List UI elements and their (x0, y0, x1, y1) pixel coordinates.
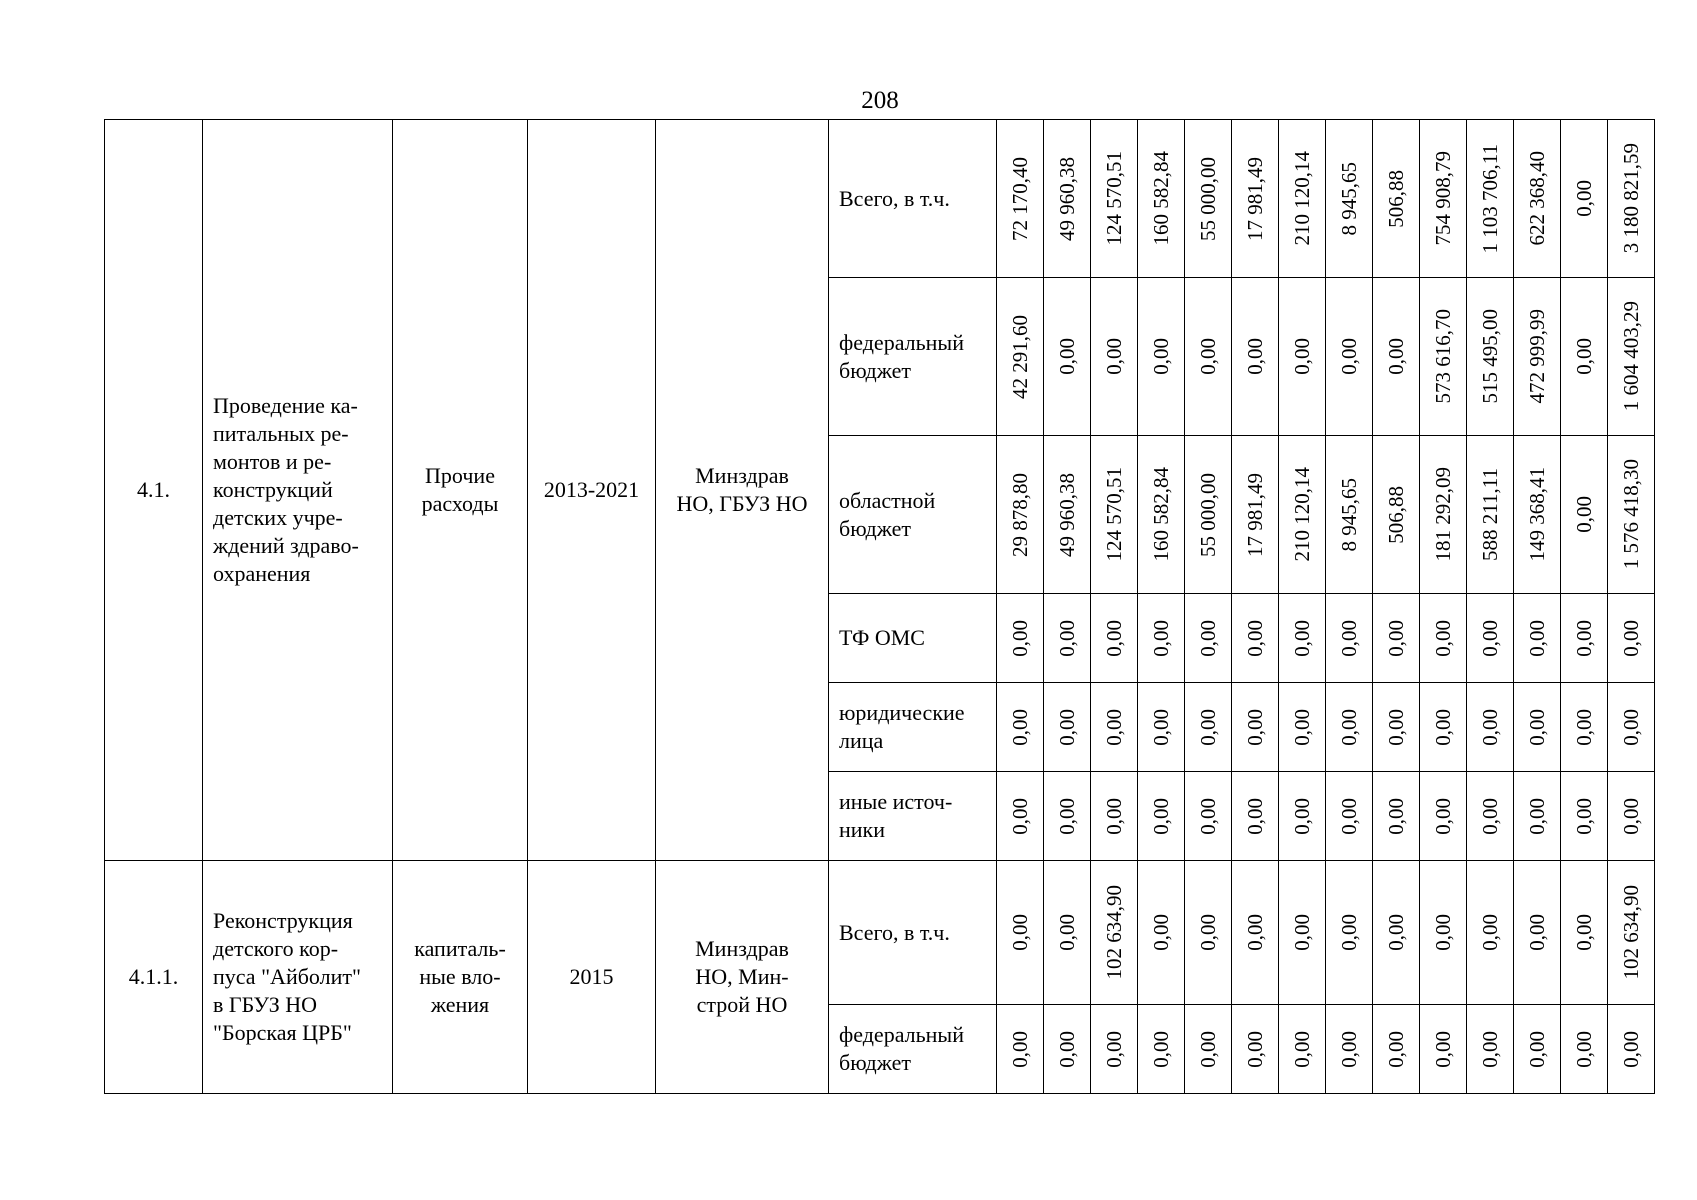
value-cell (997, 861, 1044, 1005)
value-cell (1608, 772, 1655, 861)
value-text: 0,00 (1572, 338, 1596, 375)
value-cell (1185, 436, 1232, 594)
value-cell (1138, 594, 1185, 683)
value-cell (997, 683, 1044, 772)
value-cell (1561, 436, 1608, 594)
value-cell (1326, 120, 1373, 278)
value-text: 0,00 (1149, 708, 1173, 746)
value-text: 0,00 (1619, 1030, 1643, 1068)
value-cell (1467, 861, 1514, 1005)
value-text: 0,00 (1102, 1030, 1126, 1068)
value-text: 0,00 (1337, 797, 1361, 835)
value-text: 17 981,49 (1243, 472, 1267, 557)
value-text: 515 495,00 (1478, 309, 1502, 404)
value-text: 0,00 (1243, 338, 1267, 375)
value-text: 0,00 (1384, 338, 1408, 375)
value-text: 0,00 (1384, 708, 1408, 746)
value-cell (1608, 683, 1655, 772)
value-cell (1373, 683, 1420, 772)
value-text: 49 960,38 (1055, 156, 1079, 241)
value-text: 0,00 (1196, 914, 1220, 951)
value-text: 3 180 821,59 (1619, 143, 1643, 254)
value-text: 0,00 (1337, 338, 1361, 375)
value-text: 0,00 (1384, 914, 1408, 951)
value-cell (1561, 861, 1608, 1005)
value-cell (1138, 683, 1185, 772)
value-text: 124 570,51 (1102, 467, 1126, 562)
value-cell (997, 278, 1044, 436)
funding-source (829, 772, 997, 861)
item-number-text: 4.1. (137, 477, 170, 502)
value-cell (1514, 120, 1561, 278)
value-cell (1561, 772, 1608, 861)
value-text: 0,00 (1572, 180, 1596, 217)
value-text: 472 999,99 (1525, 309, 1549, 404)
value-cell (1091, 120, 1138, 278)
value-text: 29 878,80 (1008, 472, 1032, 557)
value-text: 0,00 (1008, 914, 1032, 951)
value-cell (1467, 120, 1514, 278)
value-text: 8 945,65 (1337, 161, 1361, 236)
value-cell (1420, 120, 1467, 278)
value-text: 0,00 (1290, 797, 1314, 835)
value-cell (1091, 436, 1138, 594)
value-cell (1608, 120, 1655, 278)
value-cell (1373, 594, 1420, 683)
value-text: 0,00 (1572, 914, 1596, 951)
value-text: 1 604 403,29 (1619, 301, 1643, 412)
value-text: 124 570,51 (1102, 151, 1126, 246)
value-text: 0,00 (1478, 797, 1502, 835)
item-number (105, 861, 203, 1094)
item-name-text: Реконструкция детского кор- пуса "Айболит" в ГБУЗ НО "Борская ЦРБ" (213, 908, 361, 1045)
value-text: 160 582,84 (1149, 467, 1173, 562)
expense-type (393, 861, 528, 1094)
value-cell (1232, 683, 1279, 772)
value-text: 0,00 (1525, 797, 1549, 835)
value-cell (1514, 594, 1561, 683)
value-cell (1514, 772, 1561, 861)
value-text: 588 211,11 (1478, 468, 1502, 561)
funding-source-text: федеральный бюджет (839, 1022, 964, 1075)
value-text: 573 616,70 (1431, 309, 1455, 404)
value-cell (1138, 1005, 1185, 1094)
value-cell (1373, 278, 1420, 436)
value-text: 102 634,90 (1102, 885, 1126, 980)
value-text: 72 170,40 (1008, 156, 1032, 241)
value-text: 0,00 (1525, 1030, 1549, 1068)
value-cell (997, 120, 1044, 278)
value-text: 0,00 (1102, 338, 1126, 375)
value-text: 0,00 (1008, 619, 1032, 657)
page-number: 208 (861, 87, 899, 114)
value-cell (1514, 683, 1561, 772)
value-text: 0,00 (1243, 797, 1267, 835)
value-cell (1467, 278, 1514, 436)
funding-source (829, 436, 997, 594)
value-cell (1420, 436, 1467, 594)
value-text: 17 981,49 (1243, 156, 1267, 241)
value-cell (1373, 861, 1420, 1005)
value-cell (1467, 772, 1514, 861)
value-cell (1608, 594, 1655, 683)
value-text: 506,88 (1384, 485, 1408, 544)
value-text: 0,00 (1055, 708, 1079, 746)
value-cell (1514, 436, 1561, 594)
value-text: 160 582,84 (1149, 151, 1173, 246)
value-text: 0,00 (1102, 708, 1126, 746)
value-text: 0,00 (1243, 1030, 1267, 1068)
funding-source-text: Всего, в т.ч. (839, 185, 950, 211)
value-cell (1514, 861, 1561, 1005)
value-cell (1326, 1005, 1373, 1094)
value-cell (1561, 683, 1608, 772)
value-text: 0,00 (1055, 619, 1079, 657)
value-cell (997, 594, 1044, 683)
value-cell (1514, 278, 1561, 436)
value-cell (1185, 594, 1232, 683)
value-cell (997, 772, 1044, 861)
item-number (105, 120, 203, 861)
table-row (105, 861, 1655, 1005)
value-text: 149 368,41 (1525, 467, 1549, 562)
value-text: 622 368,40 (1525, 151, 1549, 246)
value-cell (1326, 594, 1373, 683)
expense-type-text: Прочие расходы (421, 463, 499, 516)
value-cell (1373, 120, 1420, 278)
value-text: 0,00 (1478, 914, 1502, 951)
value-cell (1608, 1005, 1655, 1094)
value-text: 0,00 (1102, 797, 1126, 835)
value-cell (1138, 436, 1185, 594)
value-cell (1326, 436, 1373, 594)
period (528, 120, 656, 861)
funding-source-text: Всего, в т.ч. (839, 919, 950, 945)
value-text: 0,00 (1384, 619, 1408, 657)
value-text: 0,00 (1337, 708, 1361, 746)
value-text: 0,00 (1572, 708, 1596, 746)
value-text: 210 120,14 (1290, 467, 1314, 562)
value-text: 0,00 (1290, 708, 1314, 746)
funding-source (829, 594, 997, 683)
value-text: 1 576 418,30 (1619, 459, 1643, 570)
value-text: 0,00 (1290, 619, 1314, 657)
value-cell (1232, 278, 1279, 436)
value-cell (1279, 278, 1326, 436)
value-cell (1138, 861, 1185, 1005)
value-cell (1232, 772, 1279, 861)
value-cell (1044, 594, 1091, 683)
value-cell (1091, 683, 1138, 772)
value-cell (1044, 683, 1091, 772)
value-text: 0,00 (1525, 914, 1549, 951)
expense-type (393, 120, 528, 861)
value-text: 0,00 (1384, 797, 1408, 835)
value-text: 0,00 (1055, 914, 1079, 951)
value-cell (1044, 1005, 1091, 1094)
value-text: 0,00 (1572, 619, 1596, 657)
value-text: 0,00 (1337, 1030, 1361, 1068)
value-cell (1091, 594, 1138, 683)
value-text: 0,00 (1290, 1030, 1314, 1068)
value-cell (1185, 772, 1232, 861)
funding-source (829, 683, 997, 772)
value-cell (1185, 683, 1232, 772)
value-cell (1044, 278, 1091, 436)
funding-source-text: иные источ- ники (839, 789, 953, 842)
value-cell (1279, 683, 1326, 772)
value-cell (1138, 120, 1185, 278)
value-text: 0,00 (1243, 914, 1267, 951)
value-cell (1420, 683, 1467, 772)
value-cell (1467, 594, 1514, 683)
value-text: 0,00 (1525, 708, 1549, 746)
value-text: 102 634,90 (1619, 885, 1643, 980)
value-text: 210 120,14 (1290, 151, 1314, 246)
value-text: 0,00 (1337, 914, 1361, 951)
funding-source (829, 1005, 997, 1094)
value-cell (1091, 1005, 1138, 1094)
value-cell (1561, 278, 1608, 436)
executor (656, 120, 829, 861)
value-text: 0,00 (1149, 797, 1173, 835)
value-cell (1044, 436, 1091, 594)
value-text: 0,00 (1619, 708, 1643, 746)
value-text: 55 000,00 (1196, 156, 1220, 241)
value-text: 0,00 (1290, 914, 1314, 951)
value-text: 0,00 (1619, 619, 1643, 657)
value-cell (1561, 594, 1608, 683)
expense-type-text: капиталь- ные вло- жения (414, 936, 506, 1017)
value-text: 0,00 (1572, 797, 1596, 835)
value-text: 0,00 (1384, 1030, 1408, 1068)
value-cell (1138, 772, 1185, 861)
value-text: 0,00 (1525, 619, 1549, 657)
value-text: 0,00 (1243, 708, 1267, 746)
value-cell (1279, 1005, 1326, 1094)
value-text: 55 000,00 (1196, 472, 1220, 557)
item-name (203, 861, 393, 1094)
value-text: 0,00 (1337, 619, 1361, 657)
value-cell (1373, 436, 1420, 594)
value-text: 0,00 (1478, 708, 1502, 746)
value-text: 0,00 (1055, 797, 1079, 835)
value-text: 0,00 (1149, 619, 1173, 657)
value-cell (1044, 861, 1091, 1005)
value-cell (1467, 436, 1514, 594)
value-text: 0,00 (1478, 1030, 1502, 1068)
value-text: 506,88 (1384, 169, 1408, 228)
value-text: 0,00 (1196, 1030, 1220, 1068)
executor (656, 861, 829, 1094)
value-cell (1232, 120, 1279, 278)
value-text: 0,00 (1008, 708, 1032, 746)
value-cell (1232, 1005, 1279, 1094)
value-cell (1420, 1005, 1467, 1094)
value-cell (1044, 772, 1091, 861)
value-text: 0,00 (1055, 1030, 1079, 1068)
value-text: 181 292,09 (1431, 467, 1455, 562)
value-cell (1608, 278, 1655, 436)
value-text: 0,00 (1572, 496, 1596, 533)
value-text: 0,00 (1196, 797, 1220, 835)
value-cell (1091, 861, 1138, 1005)
value-cell (1279, 772, 1326, 861)
value-text: 0,00 (1290, 338, 1314, 375)
value-text: 1 103 706,11 (1478, 143, 1502, 254)
value-cell (1420, 278, 1467, 436)
value-text: 49 960,38 (1055, 472, 1079, 557)
value-cell (997, 436, 1044, 594)
period (528, 861, 656, 1094)
executor-text: Минздрав НО, Мин- строй НО (695, 936, 789, 1017)
value-cell (1326, 683, 1373, 772)
value-text: 8 945,65 (1337, 477, 1361, 552)
value-text: 754 908,79 (1431, 151, 1455, 246)
value-cell (1561, 120, 1608, 278)
funding-source-text: областной бюджет (839, 487, 936, 541)
value-cell (1608, 861, 1655, 1005)
value-cell (1420, 594, 1467, 683)
value-cell (1326, 278, 1373, 436)
value-text: 0,00 (1149, 1030, 1173, 1068)
value-text: 0,00 (1572, 1030, 1596, 1068)
value-text: 0,00 (1431, 914, 1455, 951)
executor-text: Минздрав НО, ГБУЗ НО (676, 463, 808, 516)
value-text: 0,00 (1431, 708, 1455, 746)
value-cell (1044, 120, 1091, 278)
value-text: 0,00 (1619, 797, 1643, 835)
value-cell (1279, 594, 1326, 683)
value-text: 0,00 (1149, 914, 1173, 951)
value-cell (1138, 278, 1185, 436)
value-text: 0,00 (1102, 619, 1126, 657)
value-text: 0,00 (1243, 619, 1267, 657)
funding-source (829, 278, 997, 436)
value-cell (1185, 861, 1232, 1005)
value-text: 0,00 (1196, 619, 1220, 657)
budget-table (104, 119, 1655, 1094)
value-text: 0,00 (1055, 338, 1079, 375)
value-text: 42 291,60 (1008, 314, 1032, 399)
value-cell (1326, 772, 1373, 861)
value-cell (1420, 861, 1467, 1005)
funding-source-text: федеральный бюджет (839, 329, 964, 383)
value-cell (997, 1005, 1044, 1094)
value-cell (1467, 683, 1514, 772)
value-cell (1373, 772, 1420, 861)
period-text: 2013-2021 (543, 477, 640, 502)
funding-source-text: ТФ ОМС (839, 625, 925, 650)
value-text: 0,00 (1196, 338, 1220, 375)
value-cell (1279, 436, 1326, 594)
period-text: 2015 (569, 964, 614, 989)
item-number-text: 4.1.1. (128, 964, 179, 989)
value-text: 0,00 (1431, 1030, 1455, 1068)
value-text: 0,00 (1149, 338, 1173, 375)
value-text: 0,00 (1008, 1030, 1032, 1068)
value-cell (1232, 594, 1279, 683)
value-cell (1185, 278, 1232, 436)
value-cell (1232, 436, 1279, 594)
value-cell (1279, 120, 1326, 278)
value-cell (1514, 1005, 1561, 1094)
value-cell (1467, 1005, 1514, 1094)
table-row (105, 120, 1655, 278)
value-text: 0,00 (1196, 708, 1220, 746)
funding-source (829, 861, 997, 1005)
value-cell (1185, 1005, 1232, 1094)
funding-source (829, 120, 997, 278)
value-text: 0,00 (1431, 619, 1455, 657)
value-cell (1420, 772, 1467, 861)
value-cell (1232, 861, 1279, 1005)
funding-source-text: юридические лица (839, 700, 965, 753)
value-cell (1185, 120, 1232, 278)
value-cell (1561, 1005, 1608, 1094)
value-cell (1091, 278, 1138, 436)
item-name-text: Проведение ка- питальных ре- монтов и ре- конструкций детских учре- ждений здраво- охранения (213, 393, 359, 586)
value-text: 0,00 (1431, 797, 1455, 835)
value-text: 0,00 (1008, 797, 1032, 835)
value-cell (1608, 436, 1655, 594)
value-cell (1091, 772, 1138, 861)
value-cell (1326, 861, 1373, 1005)
value-text: 0,00 (1478, 619, 1502, 657)
value-cell (1373, 1005, 1420, 1094)
item-name (203, 120, 393, 861)
value-cell (1279, 861, 1326, 1005)
